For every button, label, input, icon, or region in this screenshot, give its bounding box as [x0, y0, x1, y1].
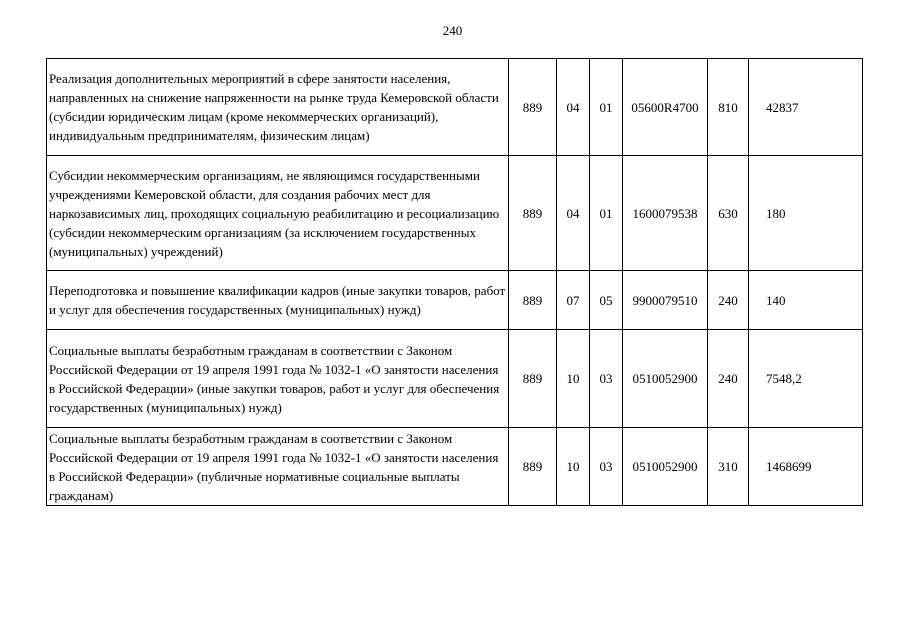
amount-value: 7548,2	[749, 330, 863, 428]
expense-description: Социальные выплаты безработным гражданам в соответствии с Законом Российской Федерации от 19 апреля 1991 года № 1032-1 «О занятости населения в Российской Федерации» (иные закупки товаров, работ и услуг для обеспечения государственных (муниципальных) нужд)	[47, 330, 509, 428]
expense-type-code: 240	[708, 330, 749, 428]
expense-description: Реализация дополнительных мероприятий в сфере занятости населения, направленных на снижение напряженности на рынке труда Кемеровской области (субсидии юридическим лицам (кроме некоммерческих организаций), индивидуальным предпринимателям, физическим лицам)	[47, 59, 509, 156]
expense-description: Социальные выплаты безработным гражданам в соответствии с Законом Российской Федерации от 19 апреля 1991 года № 1032-1 «О занятости населения в Российской Федерации» (публичные нормативные социальные выплаты гражданам)	[47, 428, 509, 506]
target-article-code: 05600R4700	[623, 59, 708, 156]
table-row	[47, 59, 863, 156]
subsection-code: 05	[590, 271, 623, 330]
subsection-code: 03	[590, 330, 623, 428]
expense-type-code: 240	[708, 271, 749, 330]
amount-value: 180	[749, 156, 863, 271]
target-article-code: 0510052900	[623, 330, 708, 428]
target-article-code: 0510052900	[623, 428, 708, 506]
grbs-code: 889	[509, 59, 557, 156]
table-row	[47, 271, 863, 330]
section-code: 10	[557, 330, 590, 428]
expense-type-code: 810	[708, 59, 749, 156]
amount-value: 42837	[749, 59, 863, 156]
table-row	[47, 156, 863, 271]
target-article-code: 1600079538	[623, 156, 708, 271]
section-code: 10	[557, 428, 590, 506]
expense-type-code: 630	[708, 156, 749, 271]
expense-type-code: 310	[708, 428, 749, 506]
grbs-code: 889	[509, 156, 557, 271]
subsection-code: 01	[590, 156, 623, 271]
subsection-code: 01	[590, 59, 623, 156]
table-row	[47, 330, 863, 428]
expense-description: Субсидии некоммерческим организациям, не являющимся государственными учреждениями Кемеровской области, для создания рабочих мест для наркозависимых лиц, проходящих социальную реабилитацию и ресоциализацию (субсидии некоммерческим организациям (за исключением государственных (муниципальных) учреждений)	[47, 156, 509, 271]
target-article-code: 9900079510	[623, 271, 708, 330]
section-code: 04	[557, 59, 590, 156]
grbs-code: 889	[509, 330, 557, 428]
budget-table	[46, 58, 863, 506]
subsection-code: 03	[590, 428, 623, 506]
grbs-code: 889	[509, 428, 557, 506]
expense-description: Переподготовка и повышение квалификации кадров (иные закупки товаров, работ и услуг для обеспечения государственных (муниципальных) нужд)	[47, 271, 509, 330]
amount-value: 1468699	[749, 428, 863, 506]
table-row	[47, 428, 863, 506]
grbs-code: 889	[509, 271, 557, 330]
amount-value: 140	[749, 271, 863, 330]
section-code: 04	[557, 156, 590, 271]
page-number: 240	[442, 23, 463, 38]
section-code: 07	[557, 271, 590, 330]
